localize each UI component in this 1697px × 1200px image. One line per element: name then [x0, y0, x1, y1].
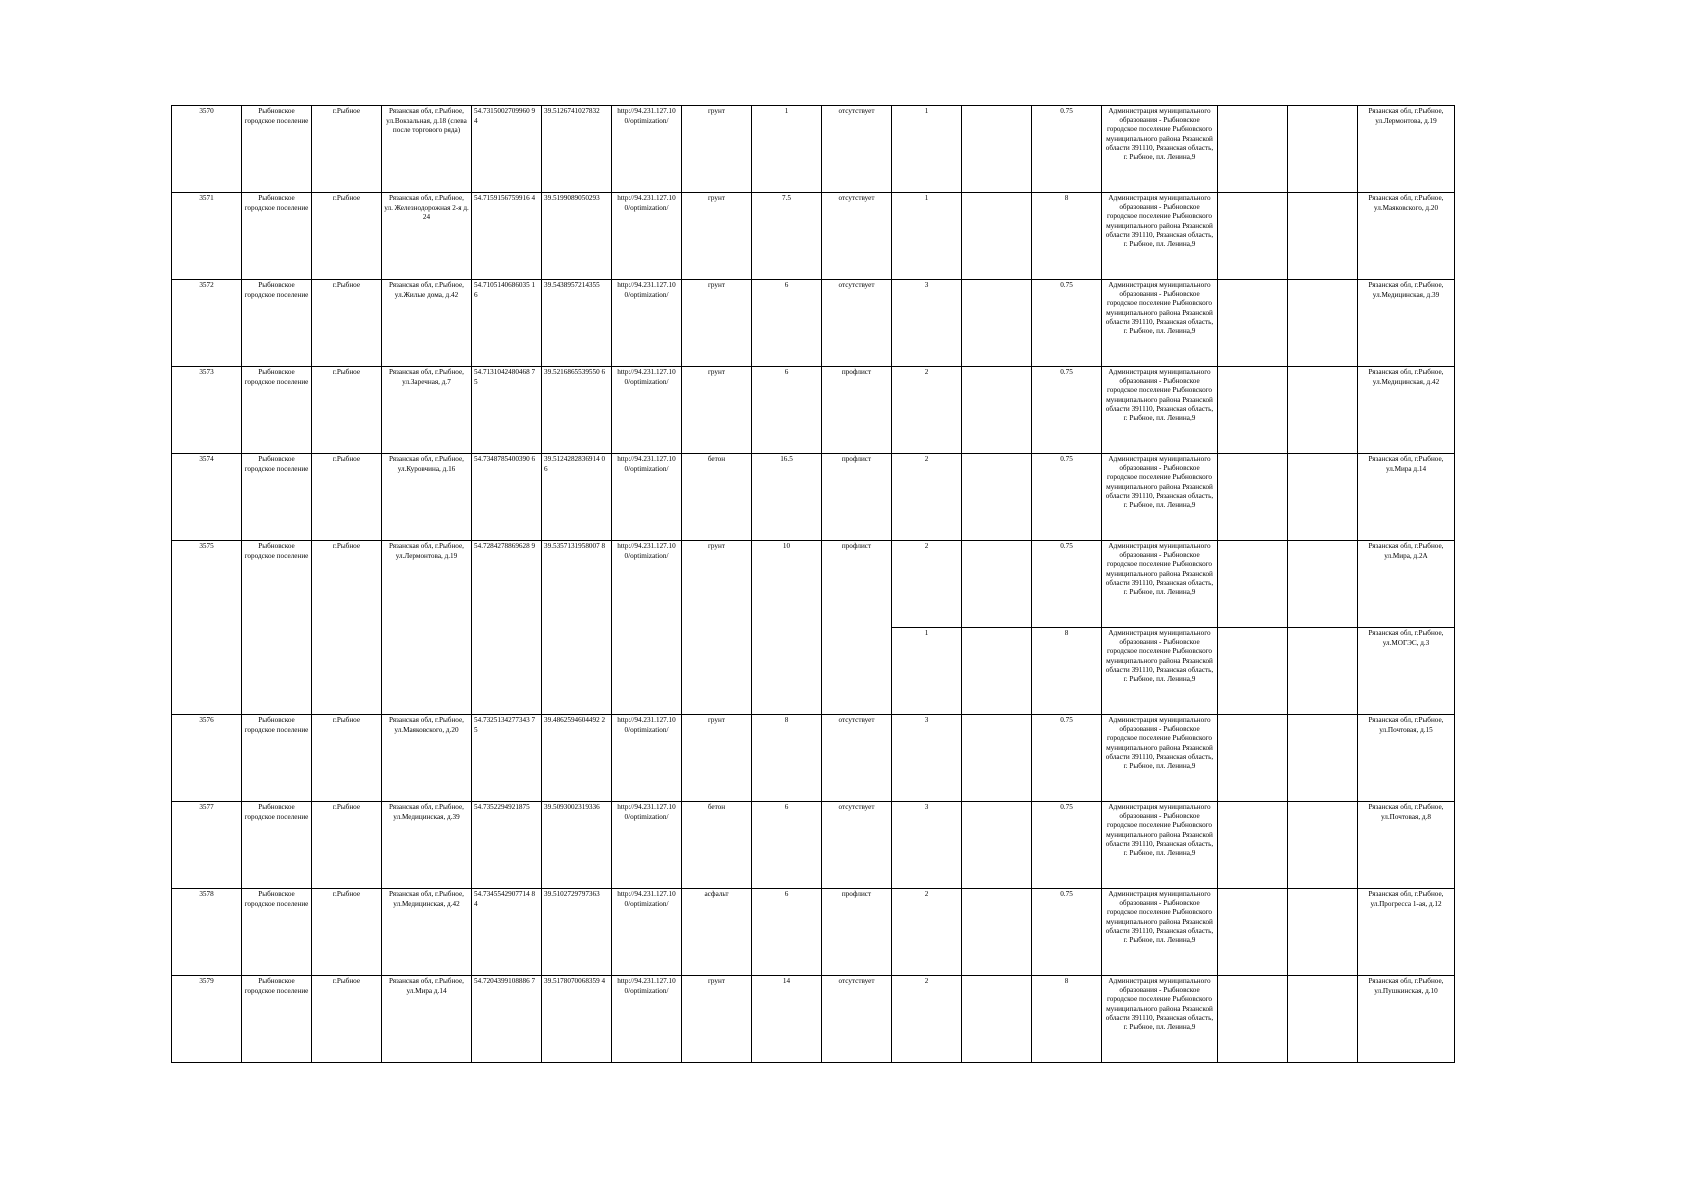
- source-cell: Рязанская обл, г.Рыбное, ул.Маяковского, д.20: [1358, 193, 1455, 280]
- address-cell: Рязанская обл, г.Рыбное, ул.Куровчина, д.16: [382, 454, 472, 541]
- settlement-cell: Рыбновское городское поселение: [242, 889, 312, 976]
- owner-cell: Администрация муниципального образования - Рыбновское городское поселение Рыбновского муниципального района Рязанской области 391110, Рязанская область, г. Рыбное, пл. Ленина,9: [1102, 541, 1218, 628]
- container-volume-cell: 0.75: [1032, 715, 1102, 802]
- area-cell: 8: [752, 715, 822, 802]
- latitude-cell: 54.7105140686035 1 6: [472, 280, 542, 367]
- empty-cell: [962, 715, 1032, 802]
- address-cell: Рязанская обл, г.Рыбное, ул.Заречная, д.7: [382, 367, 472, 454]
- empty-cell: [1218, 889, 1288, 976]
- container-volume-cell: 8: [1032, 628, 1102, 715]
- owner-cell: Администрация муниципального образования - Рыбновское городское поселение Рыбновского муниципального района Рязанской области 391110, Рязанская область, г. Рыбное, пл. Ленина,9: [1102, 454, 1218, 541]
- owner-cell: Администрация муниципального образования - Рыбновское городское поселение Рыбновского муниципального района Рязанской области 391110, Рязанская область, г. Рыбное, пл. Ленина,9: [1102, 889, 1218, 976]
- source-cell: Рязанская обл, г.Рыбное, ул.Пушкинская, д.10: [1358, 976, 1455, 1063]
- surface-cell: грунт: [682, 976, 752, 1063]
- area-cell: 6: [752, 889, 822, 976]
- empty-cell: [1218, 280, 1288, 367]
- area-cell: 6: [752, 802, 822, 889]
- table-row: [172, 715, 1455, 802]
- longitude-cell: 39.5124282836914 0 6: [542, 454, 612, 541]
- container-volume-cell: 0.75: [1032, 802, 1102, 889]
- area-cell: 1: [752, 106, 822, 193]
- container-count-cell: 1: [892, 193, 962, 280]
- source-cell: Рязанская обл, г.Рыбное, ул.Почтовая, д.8: [1358, 802, 1455, 889]
- empty-cell: [1218, 367, 1288, 454]
- link-cell: http://94.231.127.10 0/optimization/: [612, 454, 682, 541]
- latitude-cell: 54.7159156759916 4: [472, 193, 542, 280]
- empty-cell: [962, 802, 1032, 889]
- surface-cell: грунт: [682, 367, 752, 454]
- table-row: [172, 280, 1455, 367]
- empty-cell: [1288, 628, 1358, 715]
- table-row: [172, 193, 1455, 280]
- settlement-cell: Рыбновское городское поселение: [242, 280, 312, 367]
- latitude-cell: 54.7284278869628 9: [472, 541, 542, 715]
- source-cell: Рязанская обл, г.Рыбное, ул.Мира, д.2А: [1358, 541, 1455, 628]
- table-row: [172, 802, 1455, 889]
- locality-cell: г.Рыбное: [312, 106, 382, 193]
- fence-cell: профлист: [822, 889, 892, 976]
- fence-cell: профлист: [822, 541, 892, 715]
- container-count-cell: 3: [892, 802, 962, 889]
- row-number-cell: 3579: [172, 976, 242, 1063]
- longitude-cell: 39.5216865539550 6: [542, 367, 612, 454]
- container-count-cell: 3: [892, 715, 962, 802]
- area-cell: 10: [752, 541, 822, 715]
- address-cell: Рязанская обл, г.Рыбное, ул.Лермонтова, д.19: [382, 541, 472, 715]
- link-cell: http://94.231.127.10 0/optimization/: [612, 280, 682, 367]
- settlement-cell: Рыбновское городское поселение: [242, 454, 312, 541]
- longitude-cell: 39.5178070068359 4: [542, 976, 612, 1063]
- link-cell: http://94.231.127.10 0/optimization/: [612, 367, 682, 454]
- empty-cell: [962, 541, 1032, 628]
- locality-cell: г.Рыбное: [312, 367, 382, 454]
- longitude-cell: 39.5357131958007 8: [542, 541, 612, 715]
- area-cell: 14: [752, 976, 822, 1063]
- container-volume-cell: 0.75: [1032, 106, 1102, 193]
- source-cell: Рязанская обл, г.Рыбное, ул.Медицинская, д.42: [1358, 367, 1455, 454]
- empty-cell: [1288, 889, 1358, 976]
- owner-cell: Администрация муниципального образования - Рыбновское городское поселение Рыбновского муниципального района Рязанской области 391110, Рязанская область, г. Рыбное, пл. Ленина,9: [1102, 106, 1218, 193]
- locality-cell: г.Рыбное: [312, 541, 382, 715]
- owner-cell: Администрация муниципального образования - Рыбновское городское поселение Рыбновского муниципального района Рязанской области 391110, Рязанская область, г. Рыбное, пл. Ленина,9: [1102, 976, 1218, 1063]
- fence-cell: отсутствует: [822, 106, 892, 193]
- link-cell: http://94.231.127.10 0/optimization/: [612, 889, 682, 976]
- owner-cell: Администрация муниципального образования - Рыбновское городское поселение Рыбновского муниципального района Рязанской области 391110, Рязанская область, г. Рыбное, пл. Ленина,9: [1102, 193, 1218, 280]
- settlement-cell: Рыбновское городское поселение: [242, 802, 312, 889]
- row-number-cell: 3575: [172, 541, 242, 715]
- latitude-cell: 54.7325134277343 7 5: [472, 715, 542, 802]
- locality-cell: г.Рыбное: [312, 976, 382, 1063]
- empty-cell: [1288, 193, 1358, 280]
- row-number-cell: 3572: [172, 280, 242, 367]
- locality-cell: г.Рыбное: [312, 454, 382, 541]
- owner-cell: Администрация муниципального образования - Рыбновское городское поселение Рыбновского муниципального района Рязанской области 391110, Рязанская область, г. Рыбное, пл. Ленина,9: [1102, 280, 1218, 367]
- owner-cell: Администрация муниципального образования - Рыбновское городское поселение Рыбновского муниципального района Рязанской области 391110, Рязанская область, г. Рыбное, пл. Ленина,9: [1102, 628, 1218, 715]
- container-count-cell: 3: [892, 280, 962, 367]
- settlement-cell: Рыбновское городское поселение: [242, 106, 312, 193]
- empty-cell: [962, 280, 1032, 367]
- container-volume-cell: 0.75: [1032, 280, 1102, 367]
- source-cell: Рязанская обл, г.Рыбное, ул.Мира д.14: [1358, 454, 1455, 541]
- table-row: [172, 889, 1455, 976]
- locality-cell: г.Рыбное: [312, 193, 382, 280]
- latitude-cell: 54.7352294921875: [472, 802, 542, 889]
- address-cell: Рязанская обл, г.Рыбное, ул. Железнодорожная 2-я д. 24: [382, 193, 472, 280]
- address-cell: Рязанская обл, г.Рыбное, ул.Жилые дома, д.42: [382, 280, 472, 367]
- settlement-cell: Рыбновское городское поселение: [242, 541, 312, 715]
- settlement-cell: Рыбновское городское поселение: [242, 976, 312, 1063]
- row-number-cell: 3571: [172, 193, 242, 280]
- empty-cell: [1288, 454, 1358, 541]
- surface-cell: грунт: [682, 715, 752, 802]
- settlement-cell: Рыбновское городское поселение: [242, 715, 312, 802]
- link-cell: http://94.231.127.10 0/optimization/: [612, 106, 682, 193]
- container-volume-cell: 0.75: [1032, 367, 1102, 454]
- surface-cell: грунт: [682, 106, 752, 193]
- longitude-cell: 39.4862594604492 2: [542, 715, 612, 802]
- surface-cell: грунт: [682, 193, 752, 280]
- longitude-cell: 39.5093002319336: [542, 802, 612, 889]
- longitude-cell: 39.5438957214355: [542, 280, 612, 367]
- surface-cell: асфальт: [682, 889, 752, 976]
- source-cell: Рязанская обл, г.Рыбное, ул.МОГЭС, д.3: [1358, 628, 1455, 715]
- container-count-cell: 2: [892, 889, 962, 976]
- empty-cell: [1218, 976, 1288, 1063]
- fence-cell: отсутствует: [822, 802, 892, 889]
- latitude-cell: 54.7348785400390 6: [472, 454, 542, 541]
- empty-cell: [962, 628, 1032, 715]
- fence-cell: отсутствует: [822, 280, 892, 367]
- table-row: [172, 976, 1455, 1063]
- locality-cell: г.Рыбное: [312, 280, 382, 367]
- surface-cell: бетон: [682, 454, 752, 541]
- area-cell: 6: [752, 280, 822, 367]
- empty-cell: [962, 454, 1032, 541]
- container-count-cell: 1: [892, 628, 962, 715]
- locality-cell: г.Рыбное: [312, 715, 382, 802]
- fence-cell: отсутствует: [822, 715, 892, 802]
- fence-cell: профлист: [822, 367, 892, 454]
- address-cell: Рязанская обл, г.Рыбное, ул.Вокзальная, д.18 (слева после торгового ряда): [382, 106, 472, 193]
- fence-cell: профлист: [822, 454, 892, 541]
- empty-cell: [1288, 367, 1358, 454]
- registry-table: [171, 105, 1455, 1063]
- row-number-cell: 3573: [172, 367, 242, 454]
- address-cell: Рязанская обл, г.Рыбное, ул.Маяковского, д.20: [382, 715, 472, 802]
- empty-cell: [1218, 193, 1288, 280]
- table-row: [172, 541, 1455, 628]
- area-cell: 6: [752, 367, 822, 454]
- settlement-cell: Рыбновское городское поселение: [242, 193, 312, 280]
- container-count-cell: 2: [892, 367, 962, 454]
- container-count-cell: 2: [892, 541, 962, 628]
- row-number-cell: 3578: [172, 889, 242, 976]
- latitude-cell: 54.7204399108886 7: [472, 976, 542, 1063]
- area-cell: 7.5: [752, 193, 822, 280]
- table-row: [172, 106, 1455, 193]
- settlement-cell: Рыбновское городское поселение: [242, 367, 312, 454]
- owner-cell: Администрация муниципального образования - Рыбновское городское поселение Рыбновского муниципального района Рязанской области 391110, Рязанская область, г. Рыбное, пл. Ленина,9: [1102, 367, 1218, 454]
- empty-cell: [1218, 802, 1288, 889]
- address-cell: Рязанская обл, г.Рыбное, ул.Мира д.14: [382, 976, 472, 1063]
- fence-cell: отсутствует: [822, 976, 892, 1063]
- row-number-cell: 3577: [172, 802, 242, 889]
- table-row: [172, 454, 1455, 541]
- latitude-cell: 54.7315002709960 9 4: [472, 106, 542, 193]
- container-count-cell: 2: [892, 454, 962, 541]
- link-cell: http://94.231.127.10 0/optimization/: [612, 715, 682, 802]
- latitude-cell: 54.7131042480468 7 5: [472, 367, 542, 454]
- empty-cell: [962, 367, 1032, 454]
- link-cell: http://94.231.127.10 0/optimization/: [612, 976, 682, 1063]
- empty-cell: [1218, 106, 1288, 193]
- link-cell: http://94.231.127.10 0/optimization/: [612, 193, 682, 280]
- owner-cell: Администрация муниципального образования - Рыбновское городское поселение Рыбновского муниципального района Рязанской области 391110, Рязанская область, г. Рыбное, пл. Ленина,9: [1102, 802, 1218, 889]
- container-count-cell: 1: [892, 106, 962, 193]
- address-cell: Рязанская обл, г.Рыбное, ул.Медицинская, д.39: [382, 802, 472, 889]
- locality-cell: г.Рыбное: [312, 802, 382, 889]
- owner-cell: Администрация муниципального образования - Рыбновское городское поселение Рыбновского муниципального района Рязанской области 391110, Рязанская область, г. Рыбное, пл. Ленина,9: [1102, 715, 1218, 802]
- empty-cell: [1288, 541, 1358, 628]
- container-volume-cell: 8: [1032, 193, 1102, 280]
- container-volume-cell: 0.75: [1032, 541, 1102, 628]
- source-cell: Рязанская обл, г.Рыбное, ул.Почтовая, д.15: [1358, 715, 1455, 802]
- empty-cell: [1218, 541, 1288, 628]
- empty-cell: [962, 976, 1032, 1063]
- table-row: [172, 367, 1455, 454]
- empty-cell: [1288, 280, 1358, 367]
- empty-cell: [962, 193, 1032, 280]
- locality-cell: г.Рыбное: [312, 889, 382, 976]
- longitude-cell: 39.5126741027832: [542, 106, 612, 193]
- empty-cell: [1288, 715, 1358, 802]
- area-cell: 16.5: [752, 454, 822, 541]
- empty-cell: [1218, 628, 1288, 715]
- container-count-cell: 2: [892, 976, 962, 1063]
- surface-cell: бетон: [682, 802, 752, 889]
- source-cell: Рязанская обл, г.Рыбное, ул.Прогресса 1-ая, д.12: [1358, 889, 1455, 976]
- latitude-cell: 54.7345542907714 8 4: [472, 889, 542, 976]
- source-cell: Рязанская обл, г.Рыбное, ул.Лермонтова, д.19: [1358, 106, 1455, 193]
- link-cell: http://94.231.127.10 0/optimization/: [612, 541, 682, 715]
- address-cell: Рязанская обл, г.Рыбное, ул.Медицинская, д.42: [382, 889, 472, 976]
- longitude-cell: 39.5102729797363: [542, 889, 612, 976]
- container-volume-cell: 0.75: [1032, 454, 1102, 541]
- empty-cell: [962, 889, 1032, 976]
- empty-cell: [1218, 454, 1288, 541]
- row-number-cell: 3570: [172, 106, 242, 193]
- surface-cell: грунт: [682, 541, 752, 715]
- empty-cell: [1218, 715, 1288, 802]
- longitude-cell: 39.5199089050293: [542, 193, 612, 280]
- empty-cell: [1288, 106, 1358, 193]
- row-number-cell: 3576: [172, 715, 242, 802]
- source-cell: Рязанская обл, г.Рыбное, ул.Медицинская, д.39: [1358, 280, 1455, 367]
- empty-cell: [1288, 802, 1358, 889]
- empty-cell: [962, 106, 1032, 193]
- container-volume-cell: 0.75: [1032, 889, 1102, 976]
- registry-table-body: [172, 106, 1455, 1063]
- container-volume-cell: 8: [1032, 976, 1102, 1063]
- row-number-cell: 3574: [172, 454, 242, 541]
- surface-cell: грунт: [682, 280, 752, 367]
- fence-cell: отсутствует: [822, 193, 892, 280]
- empty-cell: [1288, 976, 1358, 1063]
- link-cell: http://94.231.127.10 0/optimization/: [612, 802, 682, 889]
